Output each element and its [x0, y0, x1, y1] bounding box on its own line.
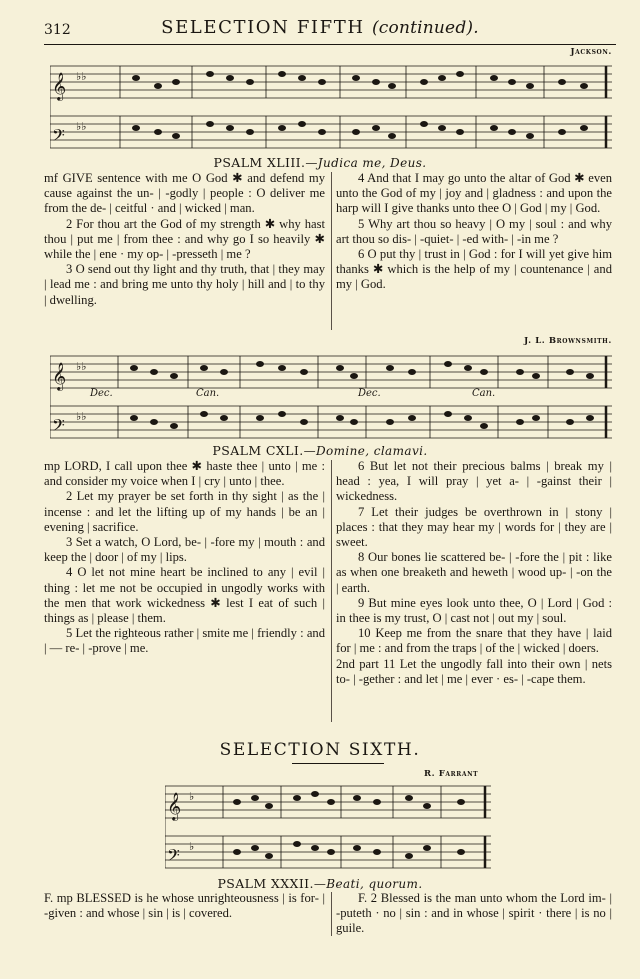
column-divider — [331, 460, 332, 722]
selection-sixth-rule — [292, 763, 384, 764]
psalm-141-title — [0, 443, 640, 458]
composer-jackson: Jackson. — [570, 47, 612, 57]
psalm-32-title — [0, 876, 640, 891]
psalm-141-right-column — [336, 459, 612, 687]
music-score-brownsmith — [50, 348, 612, 440]
header-title: SELECTION FIFTH — [161, 17, 365, 38]
column-divider — [331, 892, 332, 936]
svg-text:𝄢: 𝄢 — [167, 845, 180, 869]
psalm-43-left-column — [44, 171, 325, 308]
psalm-43-number: PSALM XLIII. — [213, 155, 306, 170]
verse: 9 But mine eyes look unto thee, O | Lord | God : in thee is my trust, O | cast not | out my | soul. — [336, 595, 612, 626]
label-can-2: Can. — [472, 388, 496, 399]
page-header — [0, 17, 640, 38]
composer-farrant: R. Farrant — [424, 769, 479, 779]
music-score-jackson — [50, 58, 612, 150]
selection-sixth-title: SELECTION SIXTH. — [219, 740, 421, 760]
verse: 4 O let not mine heart be inclined to any | evil | thing : let me not be occupied in ungodly works with the men that work wickedness ✱ lest I eat of such | things as | please | them. — [44, 565, 325, 626]
verse: 2 Let my prayer be set forth in thy sight | as the | incense : and let the lifting up of my hands | be an | evening | sacrifice. — [44, 489, 325, 534]
psalm-32-number: PSALM XXXII. — [217, 876, 314, 891]
chant-staves-2 — [50, 348, 612, 440]
column-divider — [331, 172, 332, 330]
verse: 5 Let the righteous rather | smite me | friendly : and | — re- | -prove | me. — [44, 626, 325, 656]
svg-text:𝄢: 𝄢 — [52, 415, 65, 439]
psalm-141-left-column — [44, 459, 325, 657]
verse: 3 O send out thy light and thy truth, that | they may | lead me : and bring me unto thy holy | hill and | to thy | dwelling. — [44, 262, 325, 307]
verse: F. 2 Blessed is the man unto whom the Lord im- | -puteth · no | sin : and in whose | spirit · there | is no | guile. — [336, 891, 612, 936]
verse: 5 Why art thou so heavy | O my | soul : and why art thou so dis- | -quiet- | -ed with- | -in me ? — [336, 216, 612, 246]
verse: 8 Our bones lie scattered be- | -fore the | pit : like as when one breaketh and heweth | wood up- | -on the | earth. — [336, 550, 612, 595]
verse: 4 And that I may go unto the altar of God ✱ even unto the God of my | joy and | gladness : and upon the harp will I give thanks unto thee O | God | my | God. — [336, 171, 612, 216]
svg-text:𝄞: 𝄞 — [52, 362, 67, 390]
psalm-32-right-column — [336, 891, 612, 937]
verse: mf GIVE sentence with me O God ✱ and defend my cause against the un- | -godly | people : O deliver me from the de- | ceitful · and | wicked | man. — [44, 171, 325, 216]
svg-text:♭: ♭ — [189, 790, 195, 803]
verse: 2 For thou art the God of my strength ✱ why hast thou | put me | from thee : and why go I so heavily ✱ while the | ene · my op- | -presseth | me ? — [44, 216, 325, 262]
svg-text:𝄞: 𝄞 — [167, 792, 182, 820]
header-continued: (continued). — [371, 18, 479, 38]
chant-staves-3 — [165, 778, 491, 870]
psalm-32-left-column — [44, 891, 325, 921]
verse: 3 Set a watch, O Lord, be- | -fore my | mouth : and keep the | door | of my | lips. — [44, 535, 325, 565]
verse: 10 Keep me from the snare that they have | laid for | me : and from the traps | of the | wicked | doers. — [336, 626, 612, 656]
svg-text:𝄢: 𝄢 — [52, 125, 65, 149]
psalm-141-latin: —Domine, clamavi. — [303, 444, 428, 458]
svg-text:♭: ♭ — [189, 840, 195, 853]
music-score-farrant — [165, 778, 491, 870]
chant-staves-1 — [50, 58, 612, 150]
psalm-141-number: PSALM CXLI. — [212, 443, 304, 458]
psalm-43-latin: —Judica me, Deus. — [305, 156, 427, 170]
label-can-1: Can. — [196, 388, 220, 399]
svg-text:♭♭: ♭♭ — [76, 120, 87, 133]
psalm-43-right-column — [336, 171, 612, 293]
verse: 6 O put thy | trust in | God : for I will yet give him thanks ✱ which is the help of my | countenance | and my | God. — [336, 247, 612, 292]
label-dec-1: Dec. — [90, 388, 113, 399]
page-number: 312 — [44, 22, 71, 38]
psalm-43-title — [0, 155, 640, 170]
svg-text:♭♭: ♭♭ — [76, 70, 87, 83]
verse: 7 Let their judges be overthrown in | stony | places : that they may hear my | words for | they are | sweet. — [336, 504, 612, 550]
verse: mp LORD, I call upon thee ✱ haste thee | unto | me : and consider my voice when I | cry | unto | thee. — [44, 459, 325, 489]
svg-text:♭♭: ♭♭ — [76, 360, 87, 373]
header-rule — [44, 44, 616, 45]
composer-brownsmith: J. L. Brownsmith. — [524, 336, 612, 346]
verse: 6 But let not their precious balms | break my | head : yea, I will pray | yet a- | -gainst their | wickedness. — [336, 459, 612, 504]
svg-text:𝄞: 𝄞 — [52, 72, 67, 100]
svg-text:♭♭: ♭♭ — [76, 410, 87, 423]
verse: 2nd part 11 Let the ungodly fall into their own | nets to- | -gether : and let | me | ever · es- | -cape them. — [336, 656, 612, 686]
psalm-32-latin: —Beati, quorum. — [313, 877, 423, 891]
label-dec-2: Dec. — [358, 388, 381, 399]
verse: F. mp BLESSED is he whose unrighteousness | is for- | -given : and whose | sin | is | covered. — [44, 891, 325, 921]
